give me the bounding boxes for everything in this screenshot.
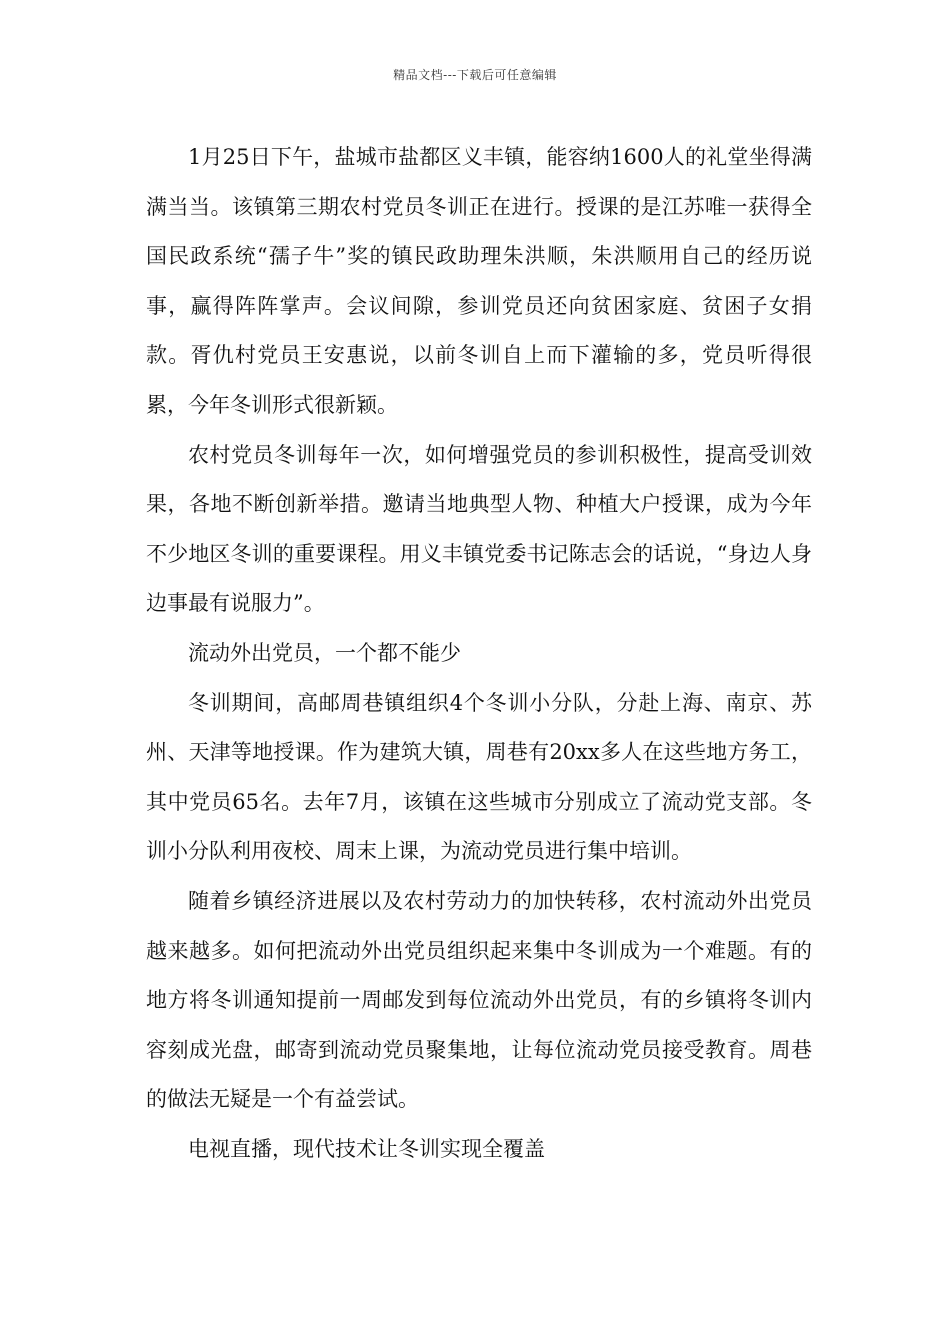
paragraph-4: 随着乡镇经济进展以及农村劳动力的加快转移，农村流动外出党员越来越多。如何把流动外出党员组织起来集中冬训成为一个难题。有的地方将冬训通知提前一周邮发到每位流动外出党员，有的乡镇将冬训内容刻成光盘，邮寄到流动党员聚集地，让每位流动党员接受教育。周巷的做法无疑是一个有益尝试。 xyxy=(146,888,812,1112)
section-heading-1: 流动外出党员，一个都不能少 xyxy=(188,640,461,665)
paragraph-2: 农村党员冬训每年一次，如何增强党员的参训积极性，提高受训效果，各地不断创新举措。邀请当地典型人物、种植大户授课，成为今年不少地区冬训的重要课程。用义丰镇党委书记陈志会的话说，“身边人身边事最有说服力”。 xyxy=(146,442,812,616)
section-heading-2: 电视直播，现代技术让冬训实现全覆盖 xyxy=(188,1136,545,1161)
document-body xyxy=(146,133,812,1174)
paragraph-3: 冬训期间，高邮周巷镇组织4个冬训小分队，分赴上海、南京、苏州、天津等地授课。作为建筑大镇，周巷有20xx多人在这些地方务工，其中党员65名。去年7月，该镇在这些城市分别成立了流动党支部。冬训小分队利用夜校、周末上课，为流动党员进行集中培训。 xyxy=(146,690,812,864)
page-header: 精品文档---下载后可任意编辑 xyxy=(393,68,557,82)
paragraph-1: 1月25日下午，盐城市盐都区义丰镇，能容纳1600人的礼堂坐得满满当当。该镇第三期农村党员冬训正在进行。授课的是江苏唯一获得全国民政系统“孺子牛”奖的镇民政助理朱洪顺，朱洪顺用自己的经历说事，赢得阵阵掌声。会议间隙，参训党员还向贫困家庭、贫困子女捐款。胥仇村党员王安惠说，以前冬训自上而下灌输的多，党员听得很累，今年冬训形式很新颖。 xyxy=(146,145,812,417)
